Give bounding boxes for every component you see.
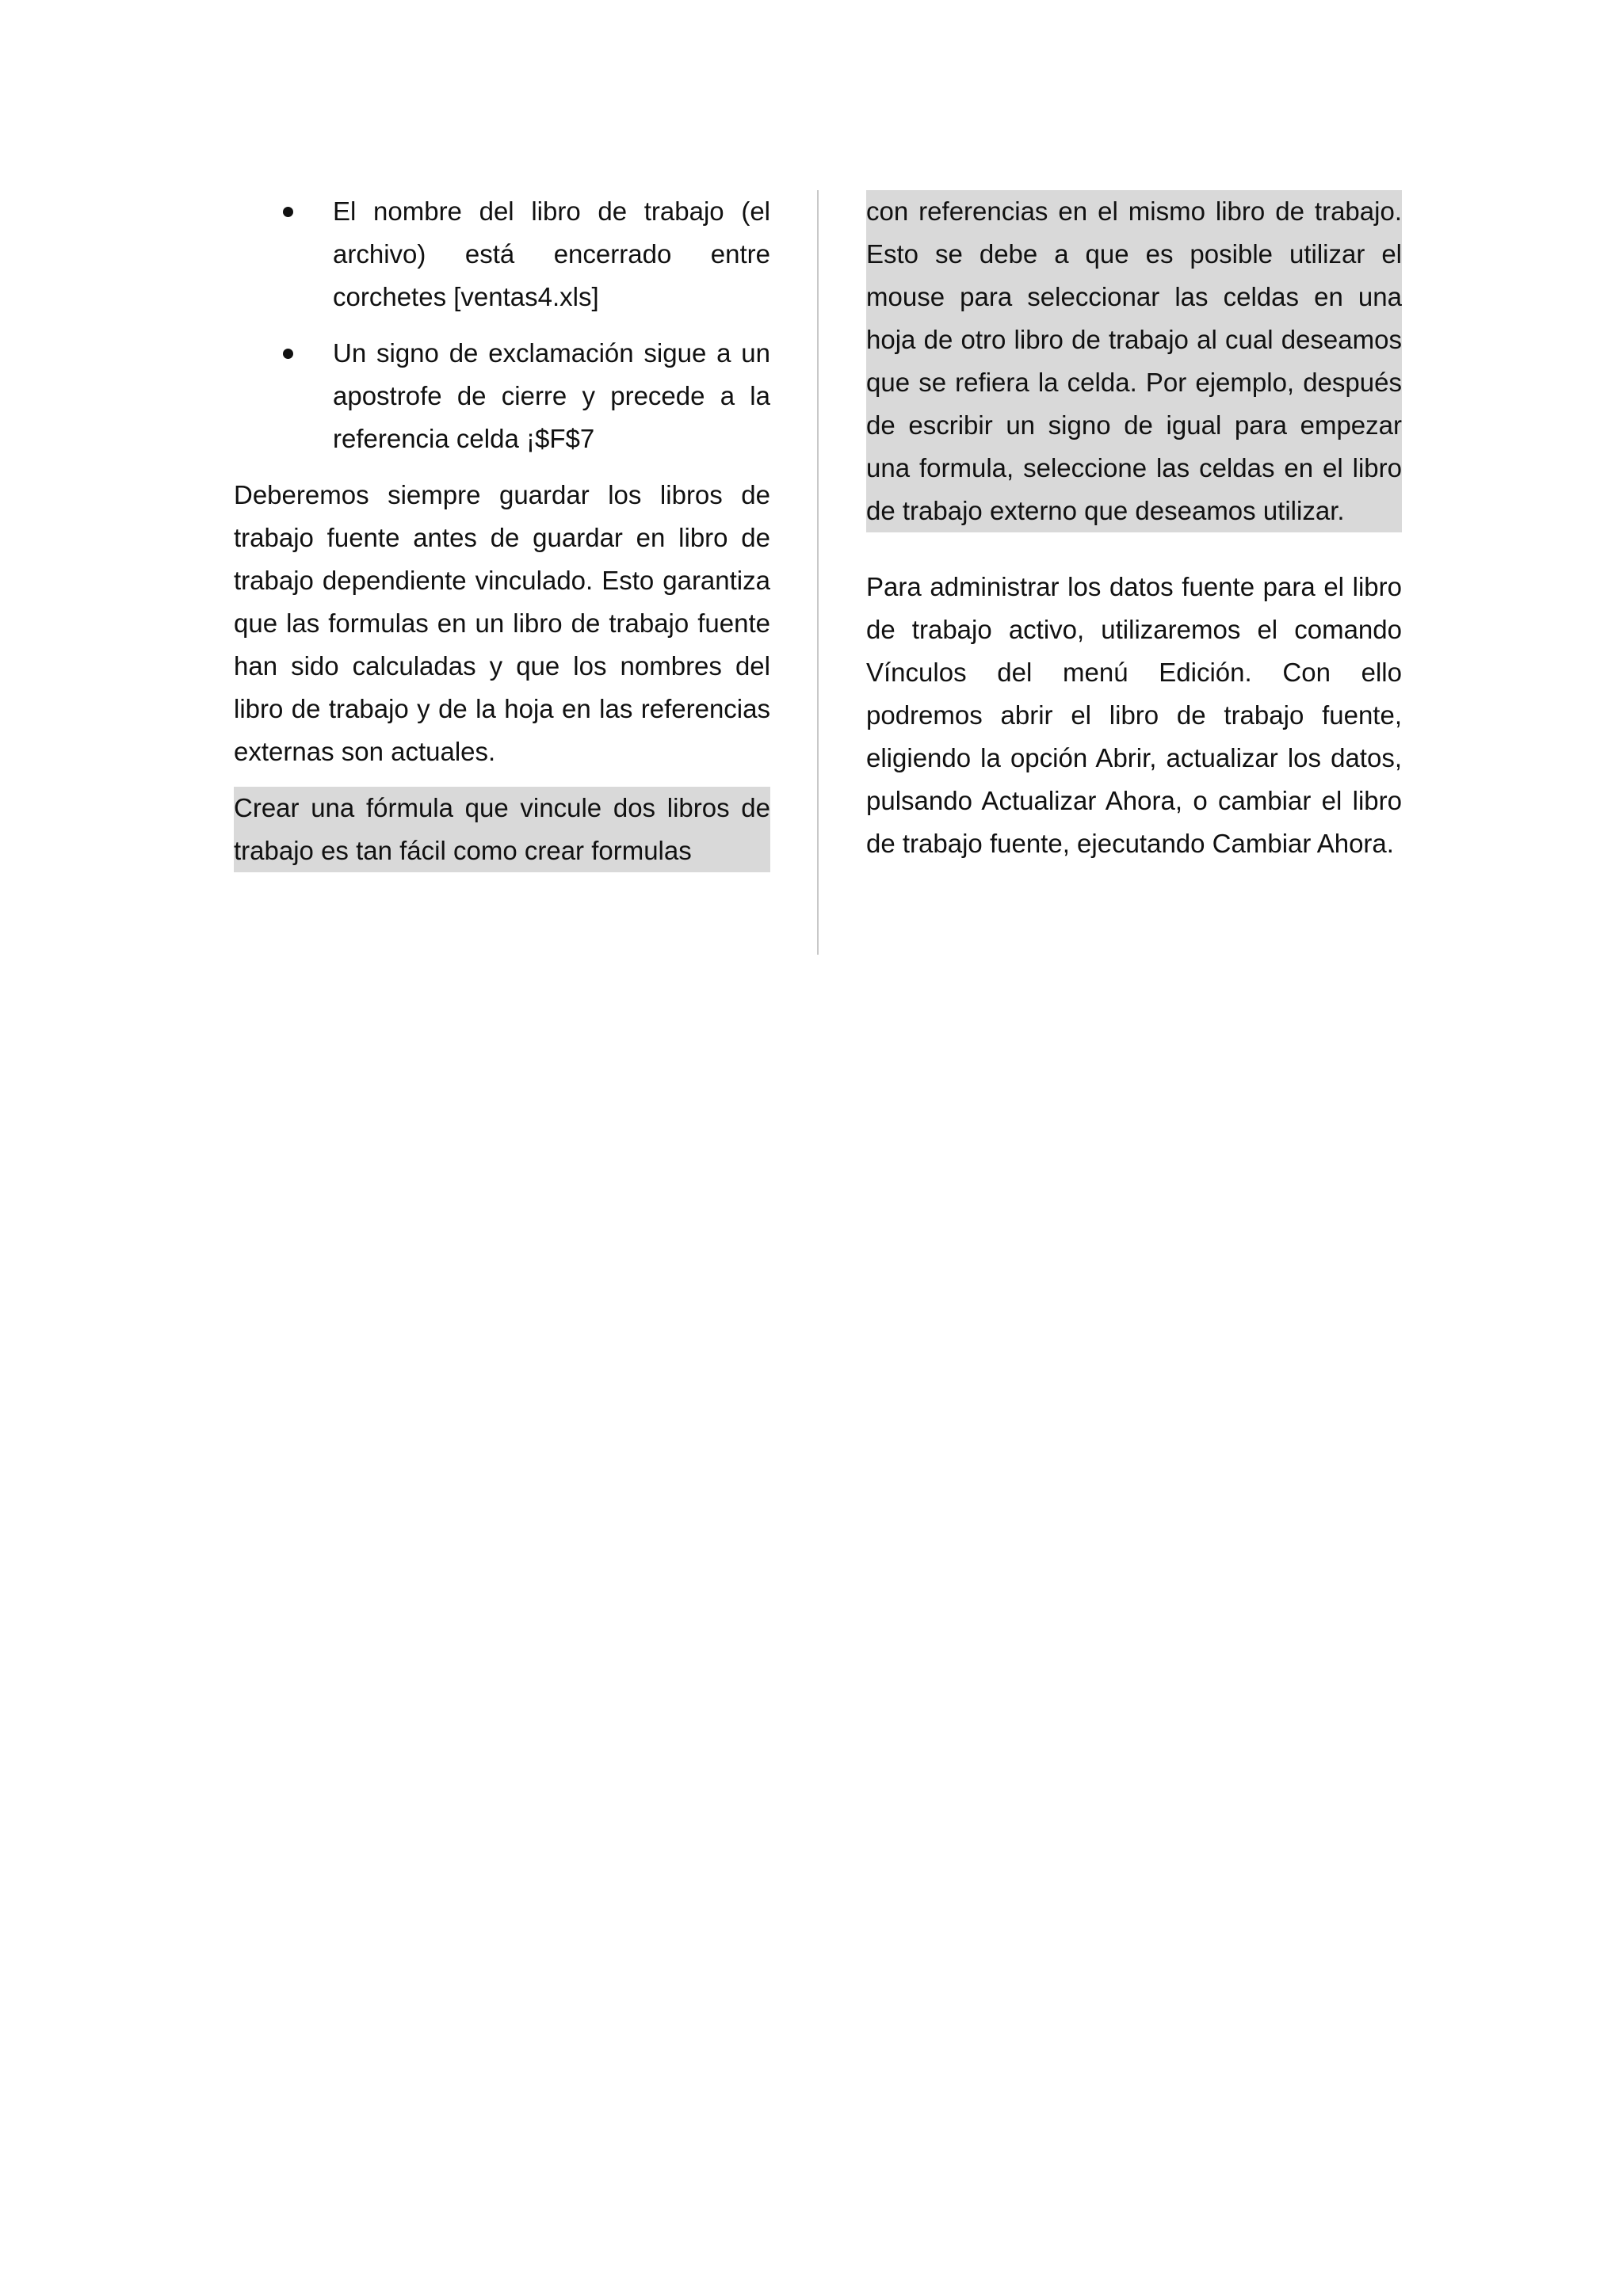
bullet-text: El nombre del libro de trabajo (el archivo) está encerrado entre corchetes [ventas4.xls] [333, 196, 770, 311]
left-column [234, 190, 770, 872]
column-divider [817, 190, 819, 955]
bullet-icon [283, 207, 293, 217]
paragraph-save-sources: Deberemos siempre guardar los libros de trabajo fuente antes de guardar en libro de trabajo dependiente vinculado. Esto garantiza que las formulas en un libro de trabajo fuente han sido calculadas y que los nombres del libro de trabajo y de la hoja en las referencias externas son actuales. [234, 480, 770, 766]
highlighted-paragraph-start: Crear una fórmula que vincule dos libros de trabajo es tan fácil como crear formulas [234, 787, 770, 872]
right-column [866, 190, 1402, 865]
list-item [234, 190, 770, 318]
highlighted-paragraph-continuation: con referencias en el mismo libro de trabajo. Esto se debe a que es posible utilizar el mouse para seleccionar las celdas en una hoja de otro libro de trabajo al cual deseamos que se refiera la celda. Por ejemplo, después de escribir un signo de igual para empezar una formula, seleccione las celdas en el libro de trabajo externo que deseamos utilizar. [866, 190, 1402, 532]
list-item [234, 332, 770, 460]
bullet-icon [283, 349, 293, 359]
bullet-list [234, 190, 770, 460]
bullet-text: Un signo de exclamación sigue a un apostrofe de cierre y precede a la referencia celda ¡$F$7 [333, 338, 770, 453]
paragraph-links-command: Para administrar los datos fuente para el libro de trabajo activo, utilizaremos el comando Vínculos del menú Edición. Con ello podremos abrir el libro de trabajo fuente, eligiendo la opción Abrir, actualizar los datos, pulsando Actualizar Ahora, o cambiar el libro de trabajo fuente, ejecutando Cambiar Ahora. [866, 572, 1402, 858]
